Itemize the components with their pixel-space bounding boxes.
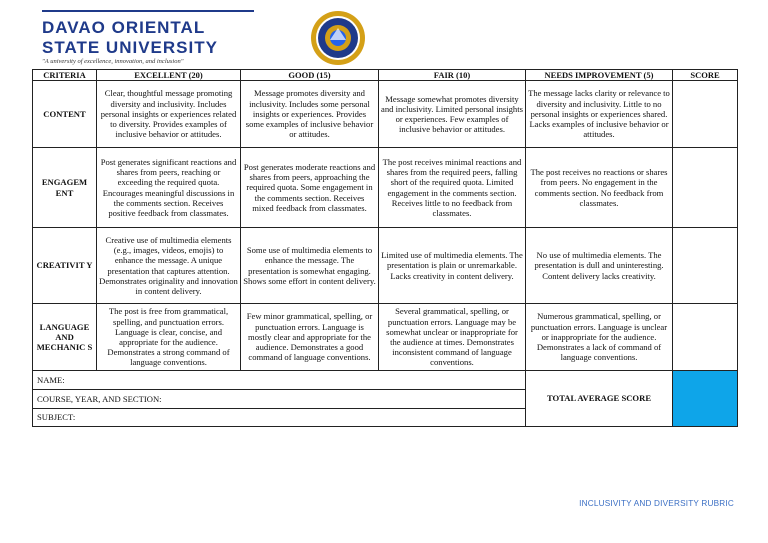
university-name-line2: STATE UNIVERSITY [42, 38, 218, 57]
university-name-line1: DAVAO ORIENTAL [42, 18, 206, 37]
total-average-score-box[interactable] [673, 371, 738, 427]
rubric-row-language [33, 304, 738, 371]
info-row-name [33, 371, 738, 390]
criteria-cell: CONTENT [33, 81, 97, 148]
total-average-score-label: TOTAL AVERAGE SCORE [526, 371, 673, 427]
university-seal-icon [310, 10, 366, 66]
excellent-cell: Clear, thoughtful message promoting diversity and inclusivity. Includes personal insights or experiences related to diversity. Provides examples of inclusive behavior or attitudes. [97, 81, 241, 148]
score-cell[interactable] [673, 148, 738, 228]
university-name [42, 18, 272, 58]
criteria-cell: CREATIVIT Y [33, 228, 97, 304]
rubric-header-row [33, 70, 738, 81]
header-score: SCORE [673, 70, 738, 81]
needs-improvement-cell: No use of multimedia elements. The presentation is dull and uninteresting. Content delivery lacks creativity. [526, 228, 673, 304]
score-cell[interactable] [673, 81, 738, 148]
good-cell: Message promotes diversity and inclusivity. Includes some personal insights or experiences. Provides some examples of inclusive behavior or attitudes. [241, 81, 379, 148]
rubric-row-creativity [33, 228, 738, 304]
rubric-table [32, 69, 738, 427]
course-year-section-field[interactable]: COURSE, YEAR, AND SECTION: [33, 390, 526, 409]
needs-improvement-cell: Numerous grammatical, spelling, or punctuation errors. Language is unclear or inappropriate for the audience. Demonstrates a lack of command of language conventions. [526, 304, 673, 371]
score-cell[interactable] [673, 228, 738, 304]
header-criteria: CRITERIA [33, 70, 97, 81]
fair-cell: The post receives minimal reactions and shares from the required peers, falling short of the required quota. Limited engagement in the comments section. Receives little to no feedback from classmates. [379, 148, 526, 228]
document-header [40, 6, 740, 68]
good-cell: Post generates moderate reactions and shares from peers, approaching the required quota. Some engagement in the comments section. Receives mixed feedback from classmates. [241, 148, 379, 228]
fair-cell: Message somewhat promotes diversity and inclusivity. Limited personal insights or experiences. Few examples of inclusive behavior or attitudes. [379, 81, 526, 148]
score-cell[interactable] [673, 304, 738, 371]
criteria-cell: ENGAGEM ENT [33, 148, 97, 228]
rubric-row-content [33, 81, 738, 148]
header-good: GOOD (15) [241, 70, 379, 81]
excellent-cell: The post is free from grammatical, spelling, and punctuation errors. Language is clear, concise, and appropriate for the audience. Demonstrates a strong command of language conventions. [97, 304, 241, 371]
excellent-cell: Post generates significant reactions and shares from peers, reaching or exceeding the required quota. Encourages meaningful discussions in the comments section. Receives positive feedback from classmates. [97, 148, 241, 228]
rubric-row-engagement [33, 148, 738, 228]
fair-cell: Several grammatical, spelling, or punctuation errors. Language may be somewhat unclear or inappropriate for the audience at times. Demonstrates inconsistent command of language conventions. [379, 304, 526, 371]
good-cell: Few minor grammatical, spelling, or punctuation errors. Language is mostly clear and appropriate for the audience. Demonstrates a good command of language conventions. [241, 304, 379, 371]
criteria-cell: LANGUAGE AND MECHANIC S [33, 304, 97, 371]
excellent-cell: Creative use of multimedia elements (e.g., images, videos, emojis) to enhance the message. A unique presentation that captures attention. Demonstrates originality and innovation in content delivery. [97, 228, 241, 304]
needs-improvement-cell: The message lacks clarity or relevance to diversity and inclusivity. Little to no personal insights or experiences shared. Lacks examples of inclusive behavior or attitudes. [526, 81, 673, 148]
header-excellent: EXCELLENT (20) [97, 70, 241, 81]
name-field[interactable]: NAME: [33, 371, 526, 390]
header-needs-improvement: NEEDS IMPROVEMENT (5) [526, 70, 673, 81]
university-tagline: "A university of excellence, innovation, and inclusion" [42, 58, 184, 65]
subject-field[interactable]: SUBJECT: [33, 409, 526, 427]
header-fair: FAIR (10) [379, 70, 526, 81]
footer-title: INCLUSIVITY AND DIVERSITY RUBRIC [579, 499, 734, 508]
good-cell: Some use of multimedia elements to enhance the message. The presentation is somewhat engaging. Shows some effort in content delivery. [241, 228, 379, 304]
needs-improvement-cell: The post receives no reactions or shares from peers. No engagement in the comments section. No feedback from classmates. [526, 148, 673, 228]
header-rule [42, 10, 254, 12]
fair-cell: Limited use of multimedia elements. The presentation is plain or unremarkable. Lacks creativity in content delivery. [379, 228, 526, 304]
